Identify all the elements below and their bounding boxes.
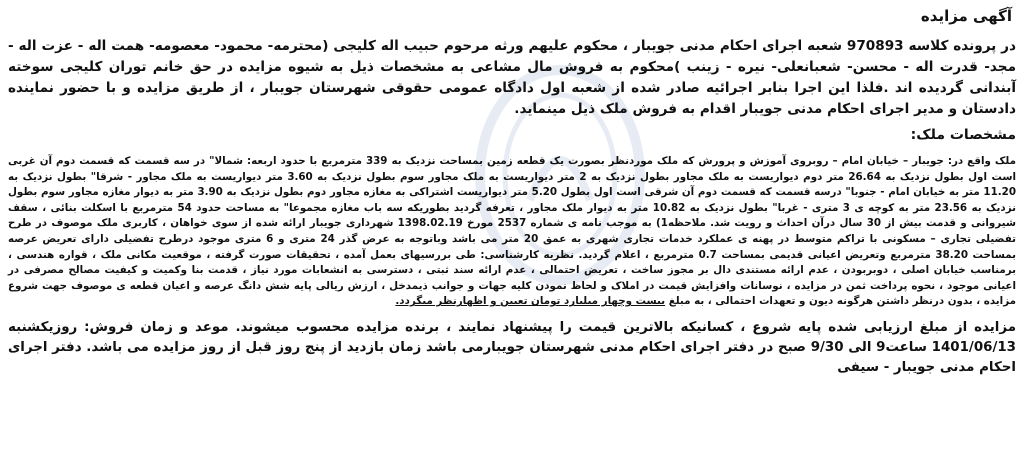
notice-intro: در پرونده کلاسه 970893 شعبه اجرای احکام مدنی جویبار ، محکوم علیهم ورثه مرحوم حبیب اله کلیجی (محترمه- محمود- معصومه- همت اله - عزت اله - مجد- قدرت اله - محسن- شعبانعلی- نیره - زینب )محکوم به فروش مال مشاعی به مشخصات ذیل به شیوه مزایده در حق خانم توران کلیجی سوخته آبندانی گردیده اند .فلذا این اجرا بنابر اجرائیه صادر شده از شعبه اول دادگاه عمومی حقوقی شهرستان جویبار ، از طریق مزایده و با حضور نماینده دادستان و مدیر اجرای احکام مدنی جویبار اقدام به فروش ملک ذیل مینماید. [8, 38, 1016, 117]
notice-title: آگهی مزایده [920, 7, 1012, 25]
auction-notice [8, 6, 1016, 378]
auction-terms: مزایده از مبلغ ارزیابی شده پایه شروع ، کسانیکه بالاترین قیمت را پیشنهاد نمایند ، برنده مزایده محسوب میشوند. موعد و زمان فروش: روزیکشنبه 1401/06/13 ساعت9 الی 9/30 صبح در دفتر اجرای احکام مدنی شهرستان جویبارمی باشد زمان بازدید از پنج روز قبل از روز مزایده می باشد. دفتر اجرای احکام مدنی جویبار - سیفی [8, 319, 1016, 375]
valuation-amount: بیست وچهار میلیارد تومان تعیین و اظهارنظر میگردد. [395, 295, 666, 308]
property-specs-heading: مشخصات ملک: [910, 127, 1016, 143]
property-details-text: ملک واقع در: جویبار – خیابان امام – روبروی آموزش و پرورش که ملک موردنظر بصورت یک قطعه زمین بمساحت نزدیک به 339 مترمربع با حدود اربعه: شمالا" در سه قسمت که قسمت دوم آن غربی است اول بطول نزدیک به 26.64 متر دوم دیواریست به ملک مجاور بطول نزدیک به 2 متر دیواریست به ملک مجاور سوم بطول نزدیک به 3.60 متر دیواریست به ملک مجاور - شرقا" بطول نزدیک به 11.20 متر به خیابان امام - جنوبا" درسه قسمت که قسمت دوم آن شرقی است اول بطول 5.20 متر دیواریست اشتراکی به مغازه مجاور دوم بطول نزدیک به 3.90 متر به دیوار مغازه مجاور سوم بطول نزدیک به 23.56 متر به کوچه ی 3 متری - غربا" بطول نزدیک به 10.82 متر به دیوار ملک مجاور ، تعرفه گردید بطوریکه سه باب مغازه مجموعا" به مساحت حدود 54 مترمربع با اسکلت بنائی ، سقف شیروانی و قدمت بیش از 30 سال درآن احداث و رویت شد. ملاحظه1) به موجب نامه ی شماره 2537 مورخ 1398.02.19 شهرداری جویبار ارائه شده از سوی خواهان ، کاربری ملک موصوف در طرح تفضیلی تجاری – مسکونی با تراکم متوسط در پهنه ی عملکرد خدمات تجاری شهری به عمق 20 متر می باشد وباتوجه به عرض گذر 24 متری و 6 متری موجود درطرح تفضیلی دارای تعریض عرصه بمساحت 38.20 مترمربع وتعریض اعیانی قدیمی بمساحت 0.7 مترمربع ، اعلام گردید. نظریه کارشناسی: طی بررسیهای بعمل آمده ، تحقیقات صورت گرفته ، موقعیت مکانی ملک ، قواره هندسی ، برمناسب خیابان اصلی ، دوبربودن ، عدم ارائه مستندی دال بر مجوز ساخت ، تعریض احتمالی ، عدم ارائه سند ثبتی ، دسترسی به انشعابات مورد نیاز ، قدمت بنا وکمیت و کیفیت مصالح مصرفی در اعیانی موجود ، نحوه پرداخت ثمن در مزایده ، نوسانات وافزایش قیمت در املاک و لحاظ نمودن کلیه جهات و جوانب ذیمدخل ، ارزش ریالی پایه شش دانگ عرصه و اعیان قطعه ی موصوف جهت شروع مزایده ، بدون درنظر داشتن هرگونه دیون و تعهدات احتمالی ، به مبلغ [8, 155, 1016, 308]
property-details [8, 154, 1016, 310]
